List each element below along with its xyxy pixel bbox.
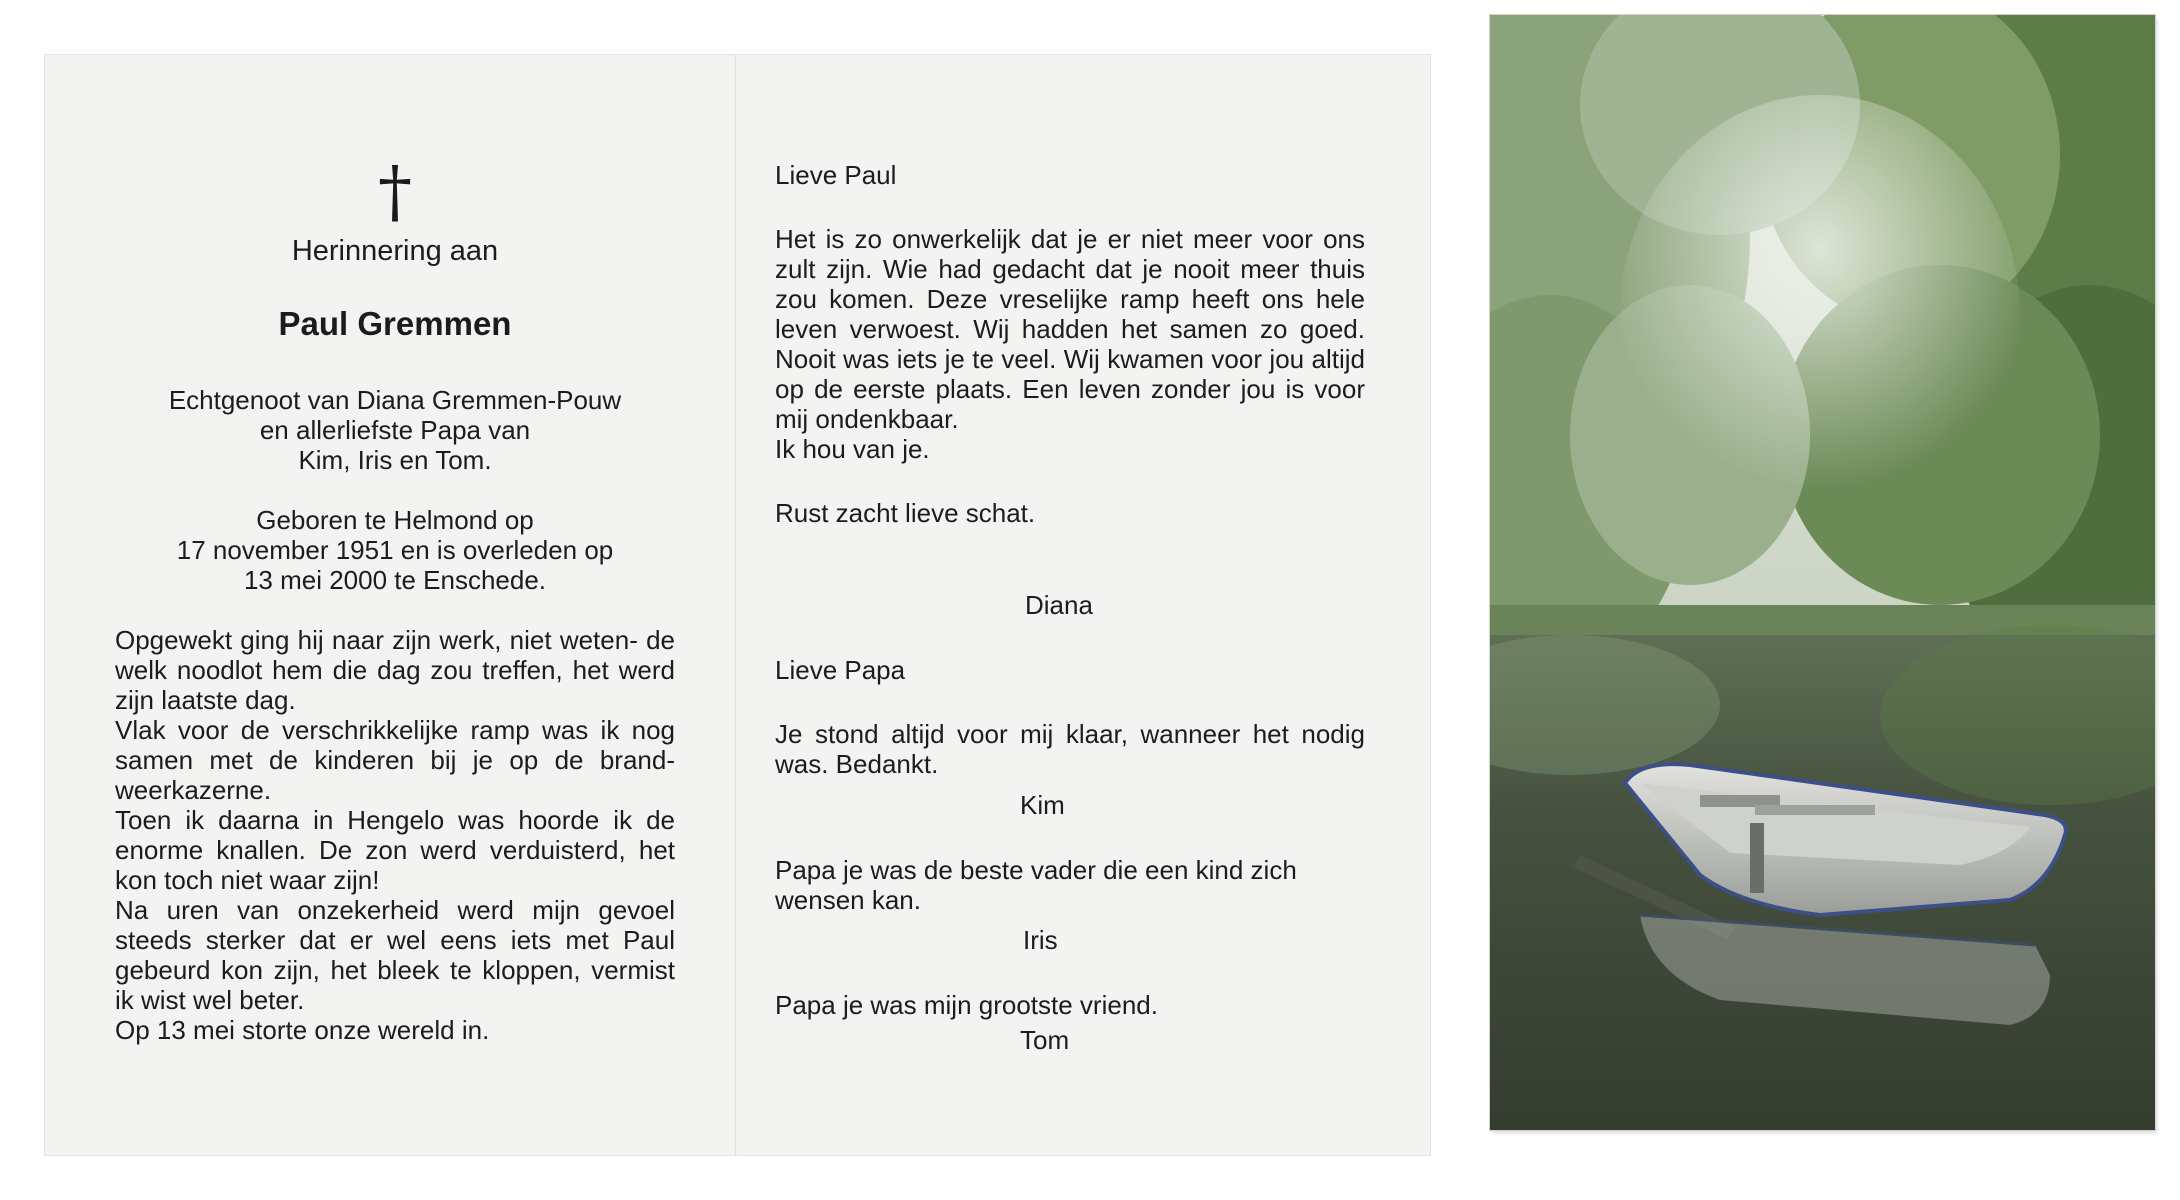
family-line: Kim, Iris en Tom. xyxy=(298,445,492,475)
message-kim xyxy=(775,655,1365,779)
left-page xyxy=(115,55,675,1155)
memorial-card-inside xyxy=(45,55,1430,1155)
salutation: Lieve Paul xyxy=(775,160,897,190)
birth-death-line: 13 mei 2000 te Enschede. xyxy=(243,565,547,595)
message-closing: Rust zacht lieve schat. xyxy=(775,498,1036,528)
message-line: Ik hou van je. xyxy=(775,434,930,464)
signature-iris: Iris xyxy=(1023,925,1058,955)
birth-death-line: Geboren te Helmond op xyxy=(256,505,534,535)
message-body: Papa je was de beste vader die een kind zich wensen kan. xyxy=(775,855,1297,915)
birth-death-line: 17 november 1951 en is overleden op xyxy=(176,535,614,565)
remembrance-heading: Herinnering aan xyxy=(291,235,499,267)
deceased-name: Paul Gremmen xyxy=(278,305,512,342)
signature-diana: Diana xyxy=(1025,590,1093,620)
family-line: Echtgenoot van Diana Gremmen-Pouw xyxy=(168,385,622,415)
story-text xyxy=(115,625,675,1045)
signature-kim: Kim xyxy=(1020,790,1065,820)
story-paragraph: Toen ik daarna in Hengelo was hoorde ik de enorme knallen. De zon werd verduisterd, het kon toch niet waar zijn! xyxy=(115,805,675,895)
card-front-photo xyxy=(1490,15,2155,1130)
story-paragraph: Opgewekt ging hij naar zijn werk, niet weten- de welk noodlot hem die dag zou treffen, het werd zijn laatste dag. xyxy=(115,625,675,715)
family-line: en allerliefste Papa van xyxy=(259,415,531,445)
message-tom xyxy=(775,990,1365,1020)
message-iris xyxy=(775,855,1365,915)
birth-death-text xyxy=(115,505,675,595)
lake-boat-illustration xyxy=(1490,15,2155,1130)
story-paragraph: Op 13 mei storte onze wereld in. xyxy=(115,1015,490,1045)
right-page xyxy=(775,55,1365,1155)
story-paragraph: Vlak voor de verschrikkelijke ramp was ik nog samen met de kinderen bij je op de brand- weerkazerne. xyxy=(115,715,675,805)
cross-symbol: † xyxy=(378,153,412,232)
message-body: Het is zo onwerkelijk dat je er niet meer voor ons zult zijn. Wie had gedacht dat je nooit meer thuis zou komen. Deze vreselijke ramp heeft ons hele leven verwoest. Wij hadden het samen zo goed. Nooit was iets je te veel. Wij kwamen voor jou altijd op de eerste plaats. Een leven zonder jou is voor mij ondenkbaar. xyxy=(775,224,1365,434)
family-text xyxy=(115,385,675,475)
card-fold xyxy=(735,55,737,1155)
message-diana xyxy=(775,160,1365,528)
story-paragraph: Na uren van onzekerheid werd mijn gevoel steeds sterker dat er wel eens iets met Paul gebeurd kon zijn, het bleek te kloppen, vermist ik wist wel beter. xyxy=(115,895,675,1015)
message-body: Papa je was mijn grootste vriend. xyxy=(775,990,1158,1020)
signature-tom: Tom xyxy=(1020,1025,1070,1055)
message-body: Je stond altijd voor mij klaar, wanneer het nodig was. Bedankt. xyxy=(775,719,1365,779)
salutation: Lieve Papa xyxy=(775,655,906,685)
